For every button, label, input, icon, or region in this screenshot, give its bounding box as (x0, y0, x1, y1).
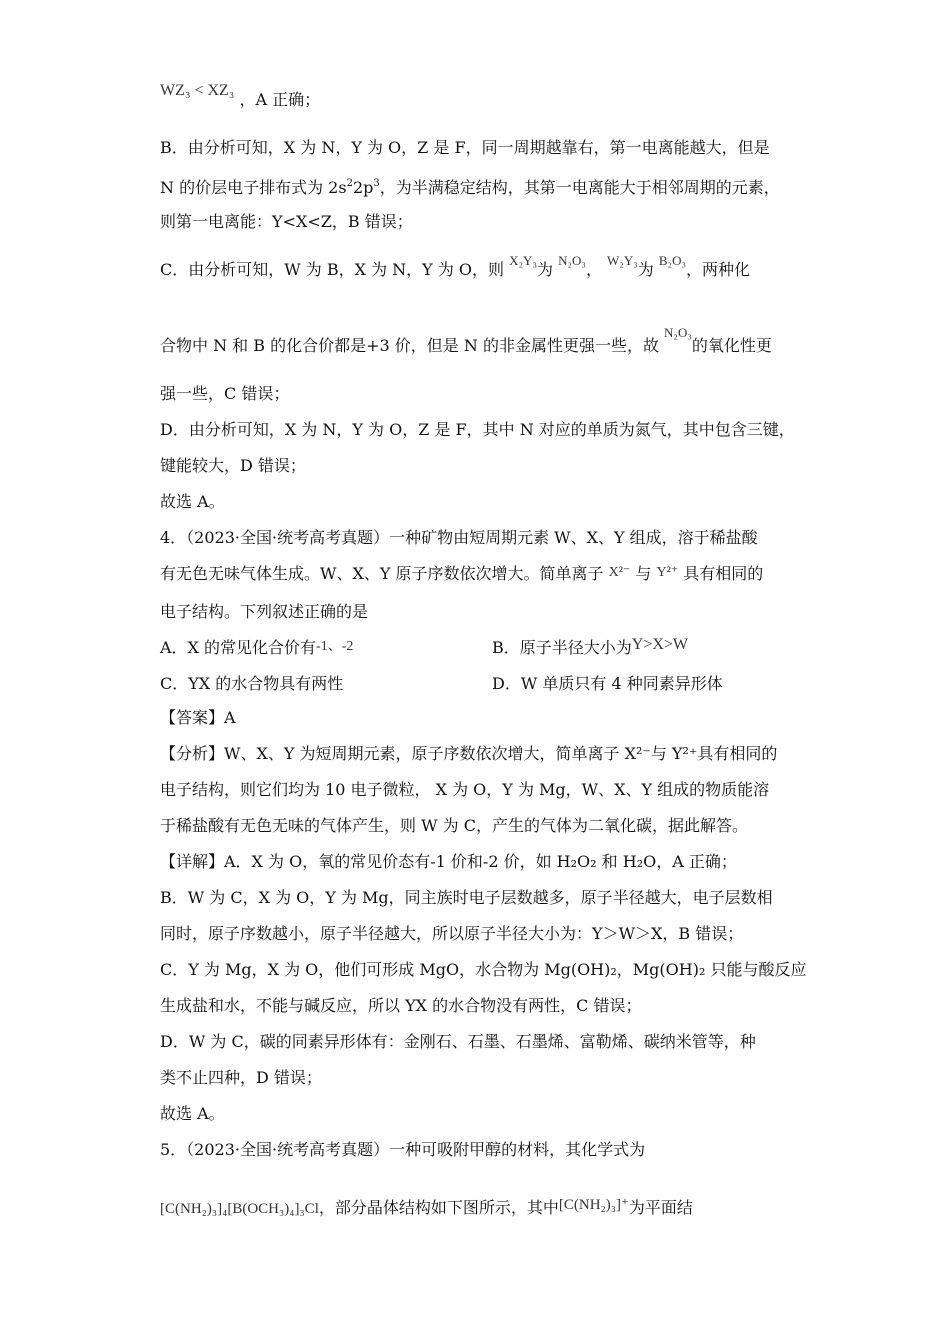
text: 为平面结 (628, 1198, 693, 1217)
text: ，为半满稳定结构，其第一电离能大于相邻周期的元素， (379, 178, 780, 197)
text-line (160, 80, 321, 109)
text-line: 生成盐和水，不能与碱反应，所以 YX 的水合物没有两性，C 错误； (160, 996, 642, 1015)
text: 的氧化性更 (691, 336, 772, 355)
question-4-stem: 4．（2023·全国·统考高考真题）一种矿物由短周期元素 W、X、Y 组成，溶于稀盐酸 (160, 528, 758, 547)
formula: Y>X>W (631, 636, 689, 653)
text-line: D．由分析可知，X 为 N，Y 为 O，Z 是 F，其中 N 对应的单质为氮气，其中包含三键， (160, 420, 795, 439)
formula: WZ₃ < XZ₃ (160, 82, 235, 99)
formula: B₂O₃ (658, 253, 687, 268)
text-line: 于稀盐酸有无色无味的气体产生，则 W 为 C，产生的气体为二氧化碳，据此解答。 (160, 816, 748, 835)
text-line: 同时，原子序数越小，原子半径越大，所以原子半径大小为：Y＞W＞X，B 错误； (160, 924, 744, 943)
text: ， (585, 260, 602, 279)
formula: W₂Y₃ (607, 253, 638, 268)
text: ，两种化 (686, 260, 751, 279)
text: 有无色无味气体生成。W、X、Y 原子序数依次增大。简单离子 (160, 564, 604, 583)
option-row (160, 636, 689, 660)
text: N 的价层电子排布式为 2s (160, 178, 347, 197)
formula: Y²⁺ (656, 565, 679, 580)
text-line: 则第一电离能：Y<X<Z，B 错误； (160, 212, 413, 231)
option-b (492, 638, 688, 659)
text-line: 键能较大，D 错误； (160, 456, 306, 475)
text-line: 【分析】W、X、Y 为短周期元素，原子序数依次增大，简单离子 X²⁻与 Y²⁺具有相同的 (160, 744, 778, 763)
text-line: 电子结构。下列叙述正确的是 (160, 602, 369, 621)
text-line: 故选 A。 (160, 492, 225, 511)
superscript: 3 (373, 178, 380, 189)
superscript: 2 (346, 178, 353, 189)
text-line (160, 564, 763, 586)
text-line: B．W 为 C，X 为 O，Y 为 Mg，同主族时电子层数越多，原子半径越大，电子层数相 (160, 888, 773, 907)
text-line: 类不止四种，D 错误； (160, 1068, 322, 1087)
text: ，A 正确； (239, 90, 321, 109)
formula: X₂Y₃ (509, 253, 537, 268)
text: 2p (352, 178, 374, 197)
formula: [C(NH₂)₃]⁺ (558, 1197, 629, 1213)
text-line: C．Y 为 Mg，X 为 O，他们可形成 MgO，水合物为 Mg(OH)₂，Mg(OH)₂ 只能与酸反应 (160, 960, 807, 979)
text-line: 强一些，C 错误； (160, 384, 290, 403)
formula: N₂O₃ (558, 253, 586, 268)
text: 为 (536, 260, 553, 279)
formula: X²⁻ (608, 565, 631, 580)
text: B．原子半径大小为 (492, 638, 632, 657)
formula: -1、-2 (316, 639, 354, 654)
text-line: B．由分析可知，X 为 N，Y 为 O，Z 是 F，同一周期越靠右，第一电离能越大，但是 (160, 138, 770, 157)
text-line: 故选 A。 (160, 1104, 225, 1123)
text-line: D．W 为 C，碳的同素异形体有：金刚石、石墨、石墨烯、富勒烯、碳纳米管等，种 (160, 1032, 756, 1051)
option-row (160, 674, 723, 694)
text-line (160, 325, 772, 357)
text: 合物中 N 和 B 的化合价都是+3 价，但是 N 的非金属性更强一些，故 (160, 336, 659, 355)
text: 具有相同的 (683, 564, 764, 583)
option-d: D．W 单质只有 4 种同素异形体 (492, 674, 723, 693)
text: A．X 的常见化合价有 (160, 638, 317, 657)
text: 与 (635, 564, 652, 583)
text-line (160, 1198, 693, 1219)
option-c: C．YX 的水合物具有两性 (160, 674, 344, 693)
option-a (160, 638, 353, 657)
text-line (160, 174, 780, 198)
formula: N₂O₃ (664, 325, 692, 340)
text-line: 【详解】A．X 为 O，氧的常见价态有-1 价和-2 价，如 H₂O₂ 和 H₂O，A 正确； (160, 852, 737, 871)
text-line (160, 253, 751, 281)
text: ，部分晶体结构如下图所示，其中 (318, 1198, 559, 1217)
text: 为 (637, 260, 654, 279)
answer: 【答案】A (160, 708, 236, 727)
formula: [C(NH₂)₃]₄[B(OCH₃)₄]₃Cl (160, 1201, 319, 1217)
text: C．由分析可知，W 为 B，X 为 N，Y 为 O，则 (160, 260, 505, 279)
text-line: 电子结构，则它们均为 10 电子微粒， X 为 O，Y 为 Mg，W、X、Y 组成的物质能溶 (160, 780, 770, 799)
question-5-stem: 5．（2023·全国·统考高考真题）一种可吸附甲醇的材料，其化学式为 (160, 1140, 646, 1159)
